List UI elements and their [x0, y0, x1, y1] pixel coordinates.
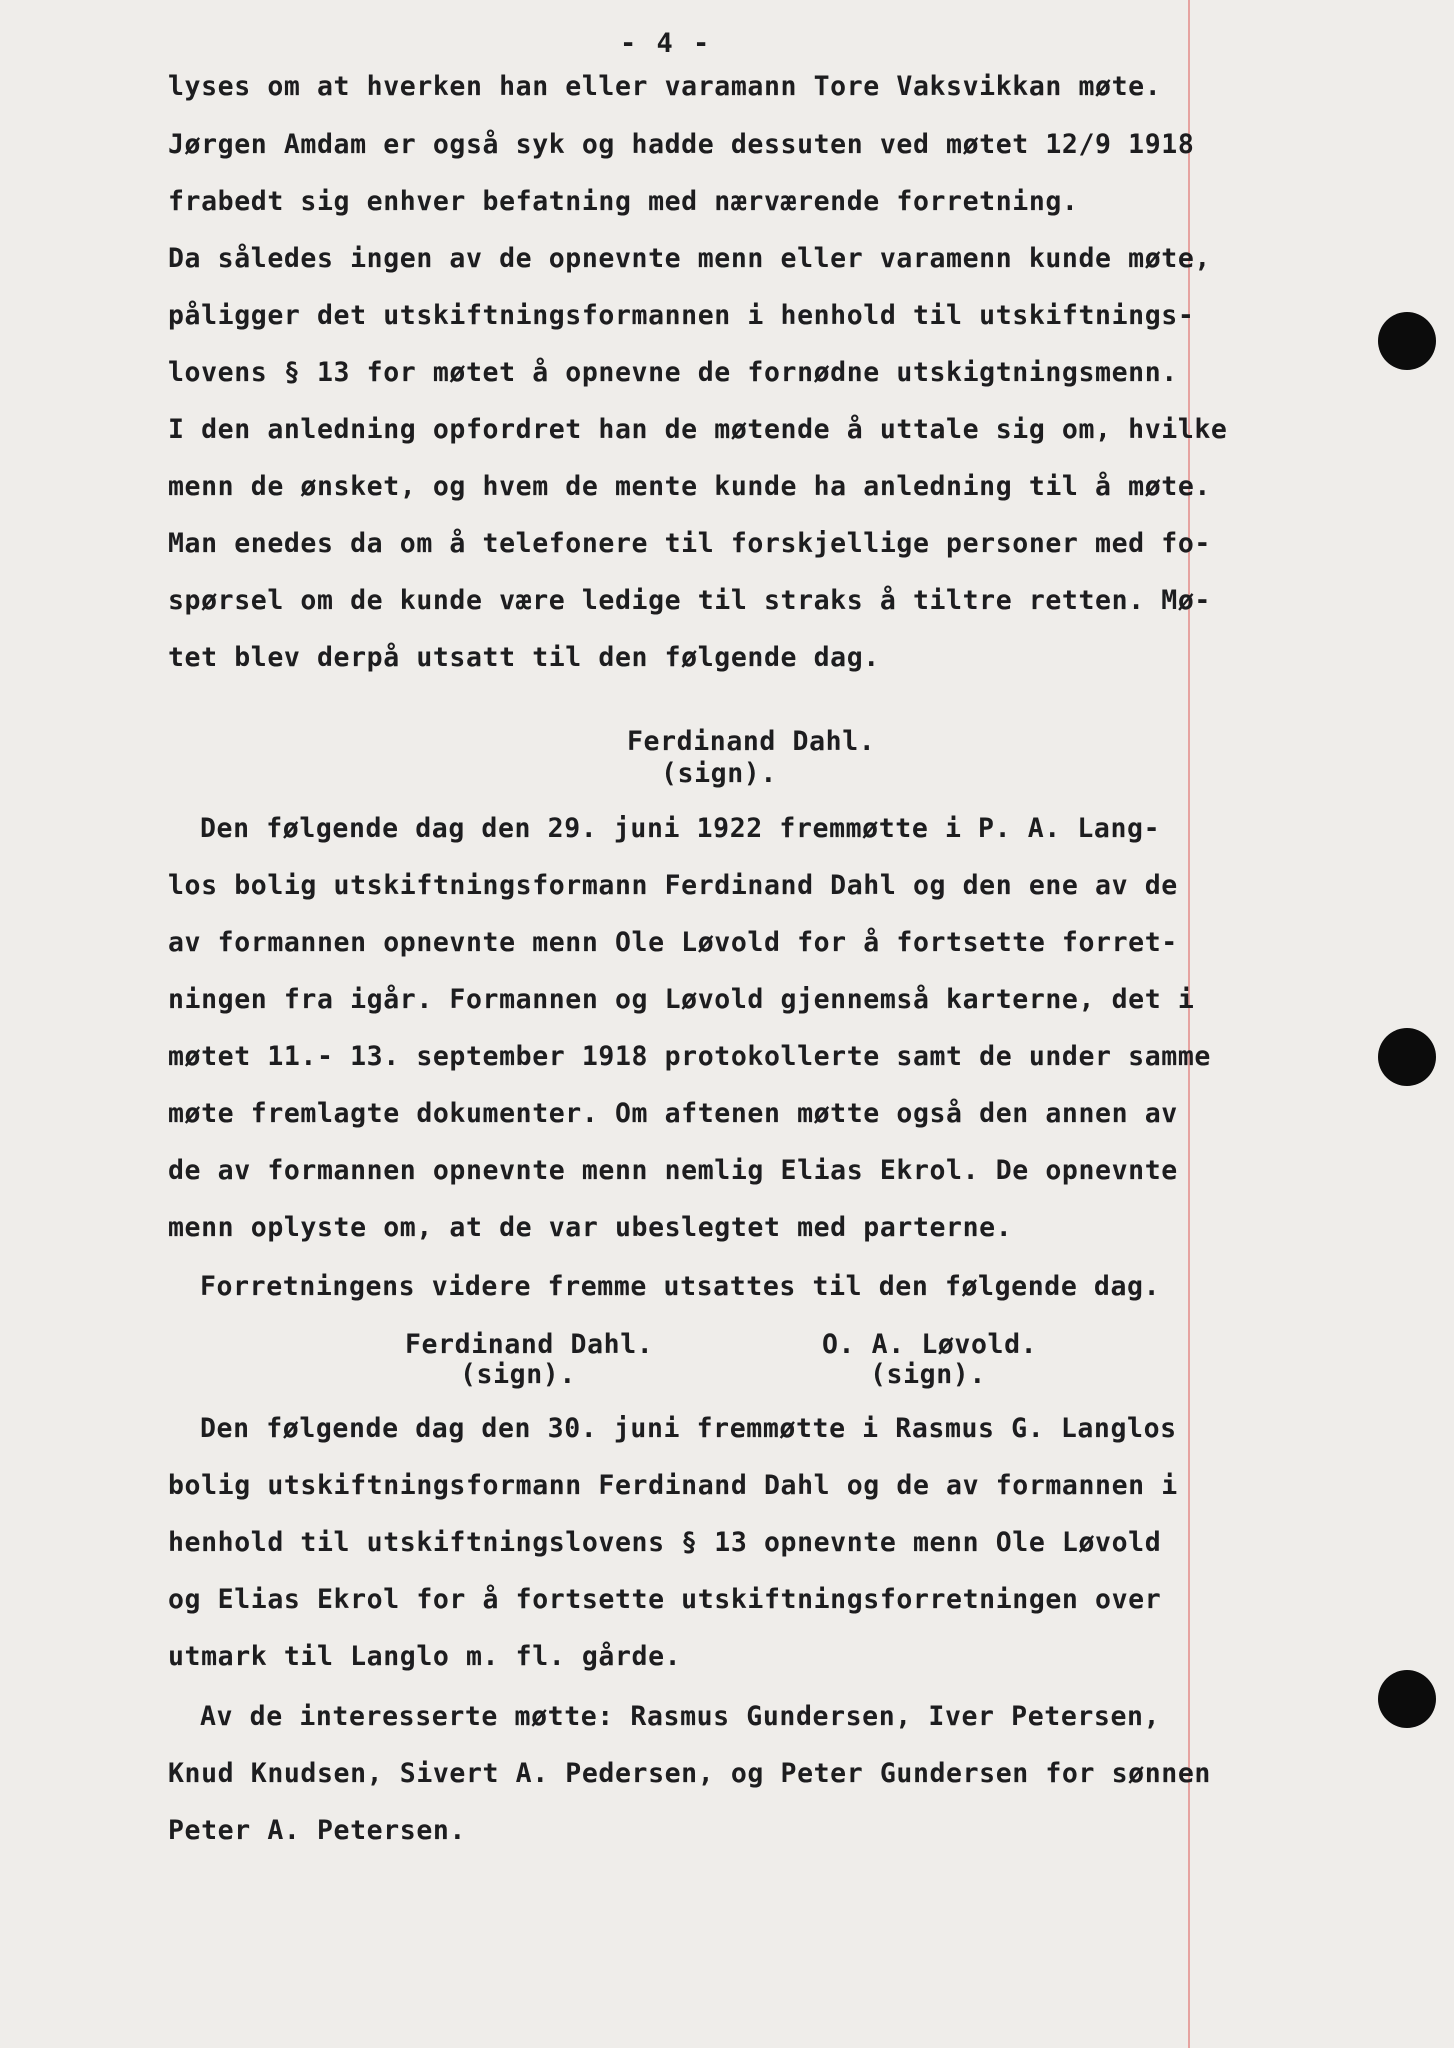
punch-hole [1378, 312, 1436, 370]
punch-hole [1378, 1028, 1436, 1086]
text-line: los bolig utskiftningsformann Ferdinand Dahl og den ene av de [168, 870, 1178, 901]
text-line: møtet 11.- 13. september 1918 protokollerte samt de under samme [168, 1041, 1211, 1072]
text-line: henhold til utskiftningslovens § 13 opnevnte menn Ole Løvold [168, 1527, 1162, 1558]
signature-mark: (sign). [661, 758, 777, 789]
text-line: I den anledning opfordret han de møtende å uttale sig om, hvilke [168, 414, 1228, 445]
text-line: tet blev derpå utsatt til den følgende dag. [168, 642, 880, 673]
text-line: møte fremlagte dokumenter. Om aftenen møtte også den annen av [168, 1098, 1178, 1129]
text-line: påligger det utskiftningsformannen i henhold til utskiftnings- [168, 300, 1195, 331]
text-line: spørsel om de kunde være ledige til straks å tiltre retten. Mø- [168, 585, 1211, 616]
text-line: lovens § 13 for møtet å opnevne de fornødne utskigtningsmenn. [168, 357, 1178, 388]
punch-hole [1378, 1670, 1436, 1728]
signature-name: Ferdinand Dahl. [405, 1329, 654, 1360]
text-line: Av de interesserte møtte: Rasmus Gundersen, Iver Petersen, [200, 1701, 1161, 1732]
signature-name: Ferdinand Dahl. [627, 726, 876, 757]
text-line: lyses om at hverken han eller varamann Tore Vaksvikkan møte. [168, 71, 1162, 102]
text-line: av formannen opnevnte menn Ole Løvold for å fortsette forret- [168, 927, 1178, 958]
text-line: Knud Knudsen, Sivert A. Pedersen, og Peter Gundersen for sønnen [168, 1758, 1211, 1789]
signature-mark: (sign). [870, 1359, 986, 1390]
text-line: Den følgende dag den 30. juni fremmøtte i Rasmus G. Langlos [200, 1413, 1177, 1444]
text-line: menn oplyste om, at de var ubeslegtet med parterne. [168, 1212, 1013, 1243]
text-line: de av formannen opnevnte menn nemlig Elias Ekrol. De opnevnte [168, 1155, 1178, 1186]
text-line: utmark til Langlo m. fl. gårde. [168, 1641, 682, 1672]
text-line: Jørgen Amdam er også syk og hadde dessuten ved møtet 12/9 1918 [168, 129, 1195, 160]
text-line: Da således ingen av de opnevnte menn eller varamenn kunde møte, [168, 243, 1211, 274]
text-line: Den følgende dag den 29. juni 1922 fremmøtte i P. A. Lang- [200, 813, 1161, 844]
text-line: frabedt sig enhver befatning med nærværende forretning. [168, 186, 1079, 217]
text-line: menn de ønsket, og hvem de mente kunde ha anledning til å møte. [168, 471, 1211, 502]
text-line: og Elias Ekrol for å fortsette utskiftningsforretningen over [168, 1584, 1162, 1615]
text-line: bolig utskiftningsformann Ferdinand Dahl og de av formannen i [168, 1470, 1178, 1501]
text-line: Forretningens videre fremme utsattes til den følgende dag. [200, 1271, 1161, 1302]
signature-name: O. A. Løvold. [822, 1329, 1038, 1360]
text-line: ningen fra igår. Formannen og Løvold gjennemså karterne, det i [168, 984, 1195, 1015]
signature-mark: (sign). [460, 1359, 576, 1390]
text-line: Man enedes da om å telefonere til forskjellige personer med fo- [168, 528, 1211, 559]
page-number: - 4 - [620, 28, 712, 59]
text-line: Peter A. Petersen. [168, 1815, 466, 1846]
